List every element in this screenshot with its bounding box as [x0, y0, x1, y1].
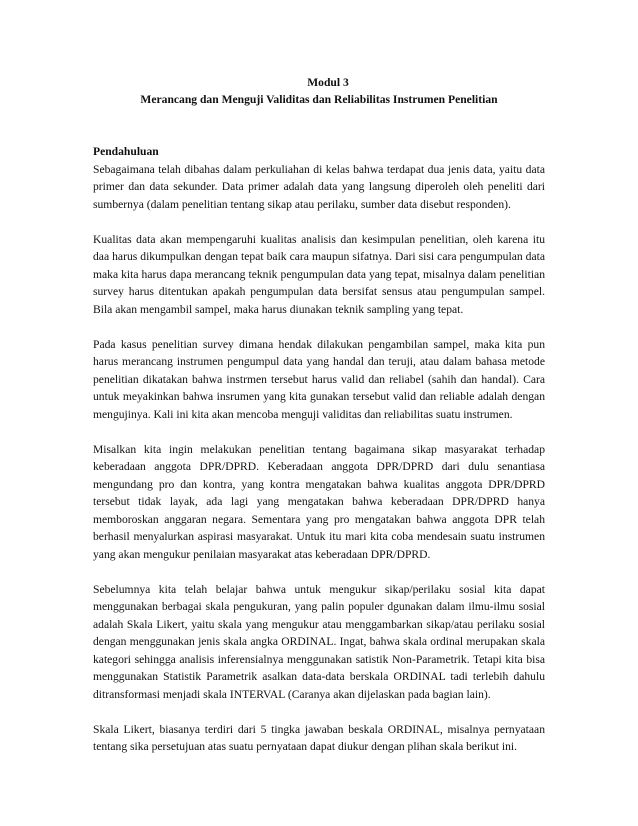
paragraph-intro: Sebagaimana telah dibahas dalam perkuliahan di kelas bahwa terdapat dua jenis data, yaitu data primer dan data sekunder. Data primer adalah data yang langsung diperoleh oleh peneliti dari sumbernya (dalam penelitian tentang sikap atau perilaku, sumber data disebut responden). [93, 162, 545, 211]
paragraph-likert-scale: Sebelumnya kita telah belajar bahwa untuk mengukur sikap/perilaku sosial kita dapat menggunakan berbagai skala pengukuran, yang palin populer dgunakan dalam ilmu-ilmu sosial adalah Skala Likert, yaitu skala yang mengukur atau menggambarkan sikap/atau perilaku sosial dengan menggunakan jenis skala angka ORDINAL. Ingat, bahwa skala ordinal merupakan skala kategori sehingga analisis inferensialnya menggunakan satistik Non-Parametrik. Tetapi kita bisa menggunakan Statistik Parametrik asalkan data-data berskala ORDINAL tadi terlebih dahulu ditransformasi menjadi skala INTERVAL (Caranya akan dijelaskan pada bagian lain). [93, 582, 545, 701]
document-page [93, 74, 545, 773]
paragraph-data-quality: Kualitas data akan mempengaruhi kualitas analisis dan kesimpulan penelitian, oleh karena itu daa harus dikumpulkan dengan tepat baik cara maupun sifatnya. Dari sisi cara pengumpulan data maka kita harus dapa merancang teknik pengumpulan data yang tepat, misalnya dalam penelitian survey harus ditentukan apakah pengumpulan data bersifat sensus atau pengumpulan sampel. Bila akan mengambil sampel, maka harus diunakan teknik sampling yang tepat. [93, 232, 545, 316]
document-title: Merancang dan Menguji Validitas dan Reliabilitas Instrumen Penelitian [140, 93, 498, 106]
section-heading: Pendahuluan [93, 145, 159, 158]
paragraph-instrument-design: Pada kasus penelitian survey dimana hendak dilakukan pengambilan sampel, maka kita pun harus merancang instrumen pengumpul data yang handal dan teruji, atau dalam bahasa metode penelitian dikatakan bahwa instrmen tersebut harus valid dan reliabel (sahih dan handal). Cara untuk meyakinkan bahwa insrumen yang kita gunakan tersebut valid dan reliable adalah dengan mengujinya. Kali ini kita akan mencoba menguji validitas dan reliabilitas suatu instrumen. [93, 337, 545, 421]
paragraph-likert-levels: Skala Likert, biasanya terdiri dari 5 tingka jawaban beskala ORDINAL, misalnya pernyataan tentang sika persetujuan atas suatu pernyataan dapat diukur dengan plihan skala berikut ini. [93, 722, 545, 753]
paragraph-dpr-example: Misalkan kita ingin melakukan penelitian tentang bagaimana sikap masyarakat terhadap keberadaan anggota DPR/DPRD. Keberadaan anggota DPR/DPRD dari dulu senantiasa mengundang pro dan kontra, yang kontra mengatakan bahwa kualitas anggota DPR/DPRD tersebut tidak layak, ada lagi yang mengatakan bahwa keberadaan DPR/DPRD hanya memboroskan anggaran negara. Sementara yang pro mengatakan bahwa anggota DPR telah berhasil menyalurkan aspirasi masyarakat. Untuk itu mari kita coba mendesain suatu instrumen yang akan mengukur penilaian masyarakat atas keberadaan DPR/DPRD. [93, 442, 545, 561]
title-block [93, 74, 545, 108]
module-label: Modul 3 [307, 76, 349, 89]
